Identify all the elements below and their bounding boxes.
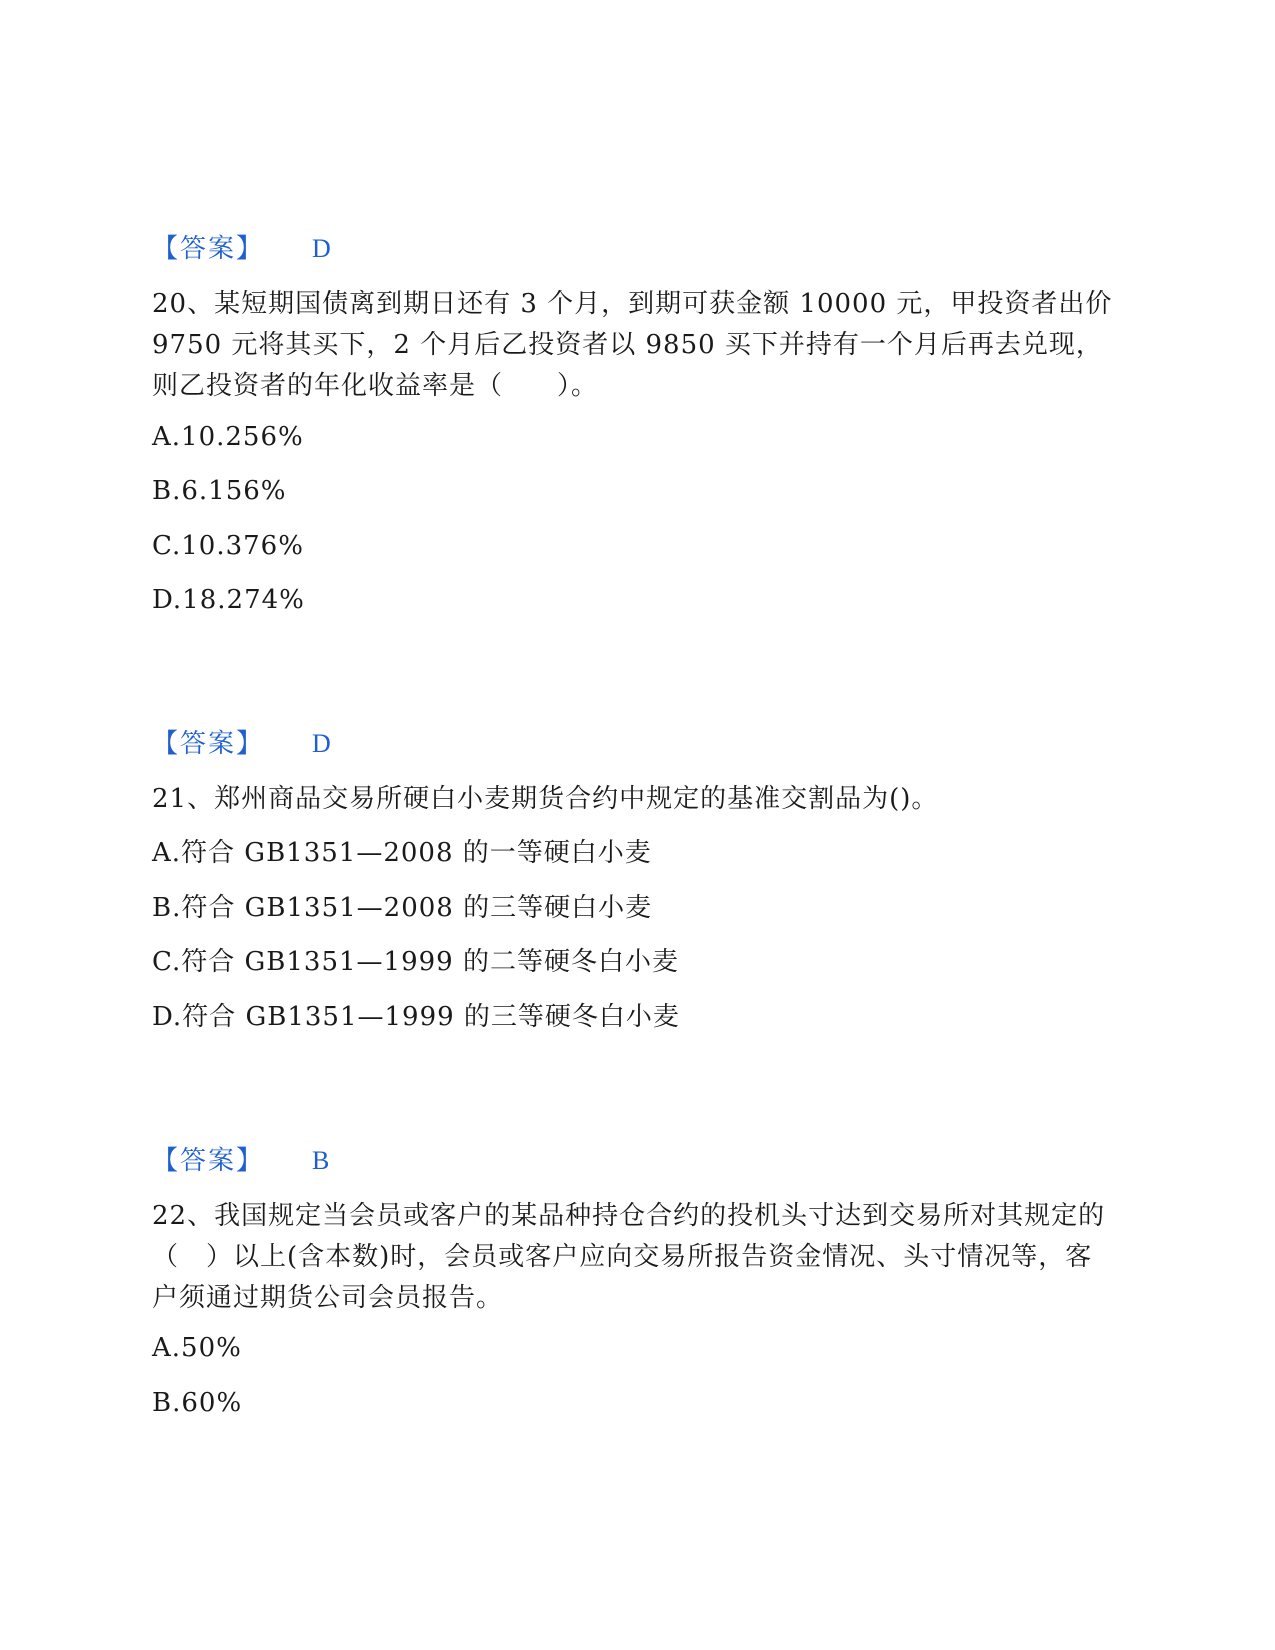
option-c: C.10.376% (152, 531, 304, 561)
question-text: 22、我国规定当会员或客户的某品种持仓合约的投机头寸达到交易所对其规定的（ ）以上(含本数)时，会员或客户应向交易所报告资金情况、头寸情况等，客户须通过期货公司会员报告。 (152, 1201, 1106, 1313)
answer-value: D (312, 234, 331, 263)
answer-value: B (312, 1146, 330, 1175)
answer-label: 【答案】 (152, 1146, 265, 1176)
answer-line (152, 727, 331, 761)
option-a: A.50% (152, 1333, 242, 1363)
answer-value: D (312, 729, 331, 758)
option-b: B.6.156% (152, 476, 287, 506)
option-b: B.符合 GB1351—2008 的三等硬白小麦 (152, 893, 653, 923)
option-b: B.60% (152, 1388, 243, 1418)
option-a: A.符合 GB1351—2008 的一等硬白小麦 (152, 838, 652, 868)
option-d: D.符合 GB1351—1999 的三等硬冬白小麦 (152, 1002, 680, 1032)
option-a: A.10.256% (152, 422, 304, 452)
question-text: 21、郑州商品交易所硬白小麦期货合约中规定的基准交割品为()。 (152, 784, 939, 814)
option-c: C.符合 GB1351—1999 的二等硬冬白小麦 (152, 947, 679, 977)
answer-label: 【答案】 (152, 729, 265, 759)
question-text: 20、某短期国债离到期日还有 3 个月，到期可获金额 10000 元，甲投资者出价 9750 元将其买下，2 个月后乙投资者以 9850 买下并持有一个月后再去兑现，则乙投资者的年化收益率是（ ）。 (152, 289, 1113, 401)
answer-line (152, 1144, 329, 1178)
answer-line (152, 232, 331, 266)
option-d: D.18.274% (152, 585, 305, 615)
answer-label: 【答案】 (152, 234, 265, 264)
